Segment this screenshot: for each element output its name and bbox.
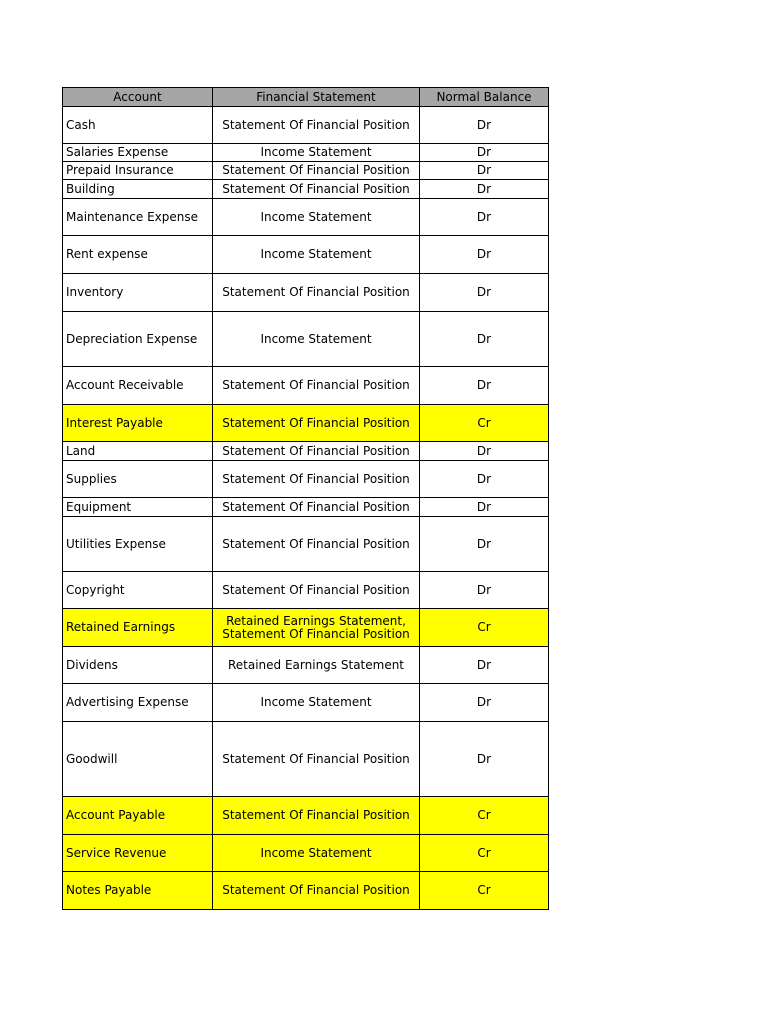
statement-cell: Statement Of Financial Position <box>213 405 420 442</box>
table-row <box>63 461 549 498</box>
account-cell: Maintenance Expense <box>63 199 213 236</box>
statement-cell: Statement Of Financial Position <box>213 162 420 180</box>
account-cell: Salaries Expense <box>63 144 213 162</box>
statement-cell: Statement Of Financial Position <box>213 107 420 144</box>
balance-cell: Cr <box>420 405 549 442</box>
balance-cell: Cr <box>420 872 549 910</box>
balance-cell: Cr <box>420 609 549 647</box>
statement-cell: Statement Of Financial Position <box>213 461 420 498</box>
statement-cell: Income Statement <box>213 199 420 236</box>
account-cell: Cash <box>63 107 213 144</box>
account-cell: Building <box>63 180 213 199</box>
account-cell: Retained Earnings <box>63 609 213 647</box>
table-row <box>63 405 549 442</box>
header-normal-balance: Normal Balance <box>420 88 549 107</box>
balance-cell: Dr <box>420 461 549 498</box>
statement-cell: Income Statement <box>213 684 420 722</box>
statement-cell: Statement Of Financial Position <box>213 872 420 910</box>
account-cell: Copyright <box>63 572 213 609</box>
table-row <box>63 498 549 517</box>
statement-cell: Income Statement <box>213 236 420 274</box>
table-row <box>63 312 549 367</box>
statement-cell: Statement Of Financial Position <box>213 442 420 461</box>
balance-cell: Dr <box>420 517 549 572</box>
table-row <box>63 647 549 684</box>
balance-cell: Dr <box>420 722 549 797</box>
statement-cell: Income Statement <box>213 312 420 367</box>
account-cell: Account Payable <box>63 797 213 835</box>
account-cell: Equipment <box>63 498 213 517</box>
statement-cell: Statement Of Financial Position <box>213 517 420 572</box>
table-row <box>63 199 549 236</box>
table-row <box>63 609 549 647</box>
balance-cell: Dr <box>420 684 549 722</box>
header-row <box>63 88 549 107</box>
statement-cell: Income Statement <box>213 144 420 162</box>
account-cell: Prepaid Insurance <box>63 162 213 180</box>
statement-cell: Income Statement <box>213 835 420 872</box>
statement-cell: Statement Of Financial Position <box>213 722 420 797</box>
account-cell: Service Revenue <box>63 835 213 872</box>
account-cell: Supplies <box>63 461 213 498</box>
header-account: Account <box>63 88 213 107</box>
table-row <box>63 274 549 312</box>
balance-cell: Dr <box>420 647 549 684</box>
statement-cell: Retained Earnings Statement, Statement Of Financial Position <box>213 609 420 647</box>
balance-cell: Dr <box>420 442 549 461</box>
table-row <box>63 367 549 405</box>
balance-cell: Dr <box>420 498 549 517</box>
balance-cell: Cr <box>420 797 549 835</box>
account-cell: Inventory <box>63 274 213 312</box>
balance-cell: Cr <box>420 835 549 872</box>
account-cell: Notes Payable <box>63 872 213 910</box>
table-row <box>63 107 549 144</box>
statement-cell: Statement Of Financial Position <box>213 274 420 312</box>
account-cell: Goodwill <box>63 722 213 797</box>
balance-cell: Dr <box>420 199 549 236</box>
table-row <box>63 180 549 199</box>
account-cell: Advertising Expense <box>63 684 213 722</box>
account-cell: Account Receivable <box>63 367 213 405</box>
balance-cell: Dr <box>420 367 549 405</box>
table-row <box>63 835 549 872</box>
statement-cell: Statement Of Financial Position <box>213 498 420 517</box>
table-row <box>63 236 549 274</box>
balance-cell: Dr <box>420 274 549 312</box>
table-row <box>63 872 549 910</box>
balance-cell: Dr <box>420 144 549 162</box>
table-row <box>63 144 549 162</box>
account-cell: Depreciation Expense <box>63 312 213 367</box>
balance-cell: Dr <box>420 572 549 609</box>
account-cell: Interest Payable <box>63 405 213 442</box>
statement-cell: Retained Earnings Statement <box>213 647 420 684</box>
statement-cell: Statement Of Financial Position <box>213 367 420 405</box>
balance-cell: Dr <box>420 107 549 144</box>
balance-cell: Dr <box>420 312 549 367</box>
balance-cell: Dr <box>420 162 549 180</box>
account-cell: Land <box>63 442 213 461</box>
balance-cell: Dr <box>420 180 549 199</box>
statement-cell: Statement Of Financial Position <box>213 180 420 199</box>
account-cell: Dividens <box>63 647 213 684</box>
table-row <box>63 442 549 461</box>
table-row <box>63 517 549 572</box>
balance-cell: Dr <box>420 236 549 274</box>
table-row <box>63 572 549 609</box>
table-body <box>63 107 549 910</box>
statement-cell: Statement Of Financial Position <box>213 797 420 835</box>
account-cell: Rent expense <box>63 236 213 274</box>
account-cell: Utilities Expense <box>63 517 213 572</box>
accounts-table <box>62 87 549 910</box>
table-row <box>63 797 549 835</box>
statement-cell: Statement Of Financial Position <box>213 572 420 609</box>
table-row <box>63 162 549 180</box>
table-row <box>63 722 549 797</box>
header-financial-statement: Financial Statement <box>213 88 420 107</box>
table-row <box>63 684 549 722</box>
